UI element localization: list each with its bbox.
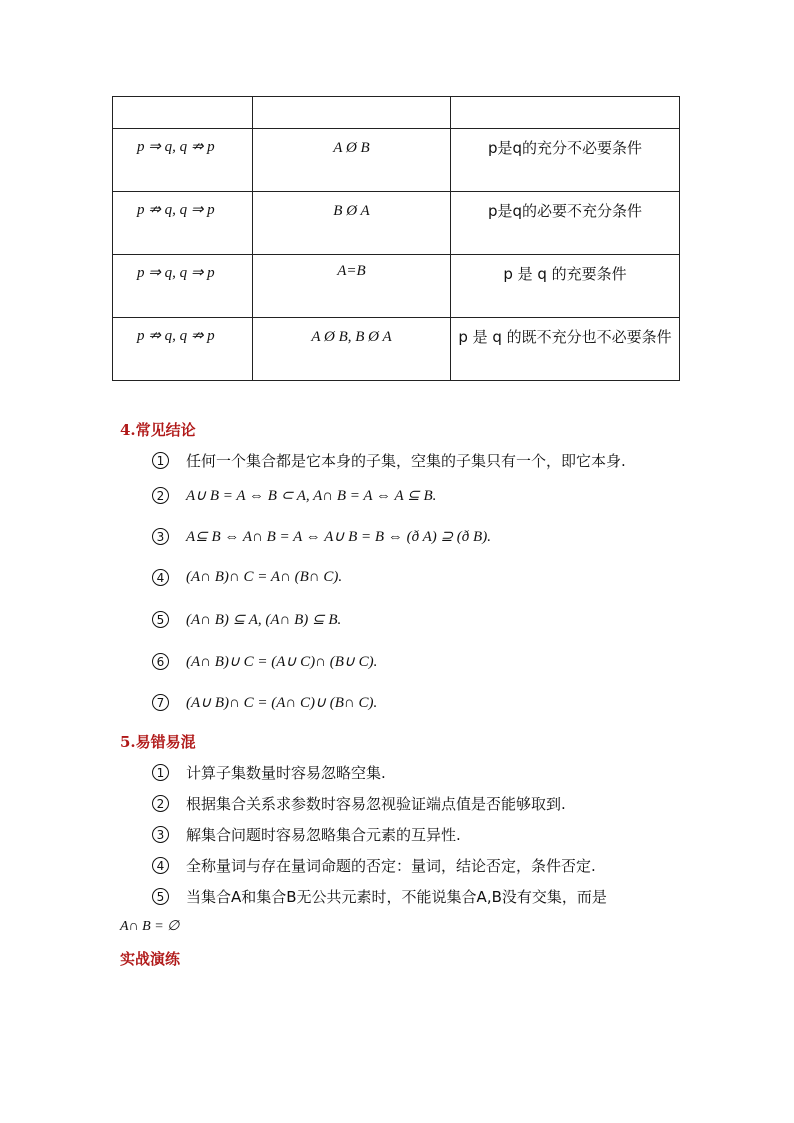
item-text: 当集合A和集合B无公共元素时，不能说集合A,B没有交集，而是 bbox=[186, 888, 607, 906]
table-row bbox=[113, 129, 680, 192]
circled-number: 6 bbox=[152, 653, 169, 670]
table-row bbox=[113, 318, 680, 381]
condition-cell: p ⇏ q, q ⇒ p bbox=[137, 202, 215, 218]
header-cell bbox=[113, 97, 253, 129]
item-text: 全称量词与存在量词命题的否定：量词，结论否定，条件否定. bbox=[186, 857, 596, 875]
circled-number: 5 bbox=[152, 611, 169, 628]
condition-cell: p ⇒ q, q ⇒ p bbox=[137, 265, 215, 281]
header-cell bbox=[253, 97, 451, 129]
table-row bbox=[113, 255, 680, 318]
circled-number: 3 bbox=[152, 528, 169, 545]
circled-number: 1 bbox=[152, 764, 169, 781]
list-item bbox=[152, 824, 461, 845]
set-relation-cell: A Ø B, B Ø A bbox=[311, 329, 392, 345]
list-item bbox=[152, 762, 386, 783]
table-row bbox=[113, 192, 680, 255]
circled-number: 4 bbox=[152, 569, 169, 586]
item-text: A∪ B = A ⇔ B ⊂ A, A∩ B = A ⇔ A ⊆ B. bbox=[186, 488, 437, 504]
list-item bbox=[152, 793, 566, 814]
item-text: (A∩ B)∪ C = (A∪ C)∩ (B∪ C). bbox=[186, 654, 378, 670]
circled-number: 7 bbox=[152, 694, 169, 711]
table-header-row bbox=[113, 97, 680, 129]
condition-cell: p ⇒ q, q ⇏ p bbox=[137, 139, 215, 155]
practice-heading: 实战演练 bbox=[120, 950, 181, 968]
continuation-line: A∩ B = ∅ bbox=[120, 919, 180, 934]
circled-number: 2 bbox=[152, 487, 169, 504]
conclusion-cell: p是q的必要不充分条件 bbox=[487, 202, 643, 220]
item-text: (A∩ B)∩ C = A∩ (B∩ C). bbox=[186, 569, 343, 585]
list-item bbox=[152, 652, 377, 671]
item-text: A⊆ B ⇔ A∩ B = A ⇔ A∪ B = B ⇔ (ð A) ⊇ (ð B). bbox=[186, 529, 491, 545]
item-text: 解集合问题时容易忽略集合元素的互异性. bbox=[186, 826, 461, 844]
circled-number: 1 bbox=[152, 452, 169, 469]
section-5-heading: 5.易错易混 bbox=[120, 733, 196, 751]
list-item bbox=[152, 610, 341, 629]
circled-number: 3 bbox=[152, 826, 169, 843]
list-item bbox=[152, 693, 377, 712]
header-cell bbox=[451, 97, 680, 129]
condition-cell: p ⇏ q, q ⇏ p bbox=[137, 328, 215, 344]
list-item bbox=[152, 527, 491, 546]
circled-number: 2 bbox=[152, 795, 169, 812]
list-item bbox=[152, 486, 436, 505]
set-relation-cell: A Ø B bbox=[333, 140, 370, 156]
circled-number: 4 bbox=[152, 857, 169, 874]
condition-table bbox=[112, 96, 680, 381]
list-item bbox=[152, 886, 607, 907]
list-item bbox=[152, 450, 626, 471]
item-text: 根据集合关系求参数时容易忽视验证端点值是否能够取到. bbox=[186, 795, 566, 813]
item-text: 任何一个集合都是它本身的子集，空集的子集只有一个，即它本身. bbox=[186, 452, 626, 470]
conclusion-cell: p 是 q 的充要条件 bbox=[503, 265, 627, 283]
item-text: (A∪ B)∩ C = (A∩ C)∪ (B∩ C). bbox=[186, 695, 378, 711]
section-4-heading: 4.常见结论 bbox=[120, 421, 196, 439]
set-relation-cell: A=B bbox=[337, 263, 366, 279]
list-item bbox=[152, 569, 342, 586]
conclusion-cell: p 是 q 的既不充分也不必要条件 bbox=[458, 328, 672, 346]
conclusion-cell: p是q的充分不必要条件 bbox=[487, 139, 643, 157]
list-item bbox=[152, 855, 596, 876]
circled-number: 5 bbox=[152, 888, 169, 905]
item-text: 计算子集数量时容易忽略空集. bbox=[186, 764, 386, 782]
item-text: (A∩ B) ⊆ A, (A∩ B) ⊆ B. bbox=[186, 612, 342, 628]
set-relation-cell: B Ø A bbox=[333, 203, 370, 219]
